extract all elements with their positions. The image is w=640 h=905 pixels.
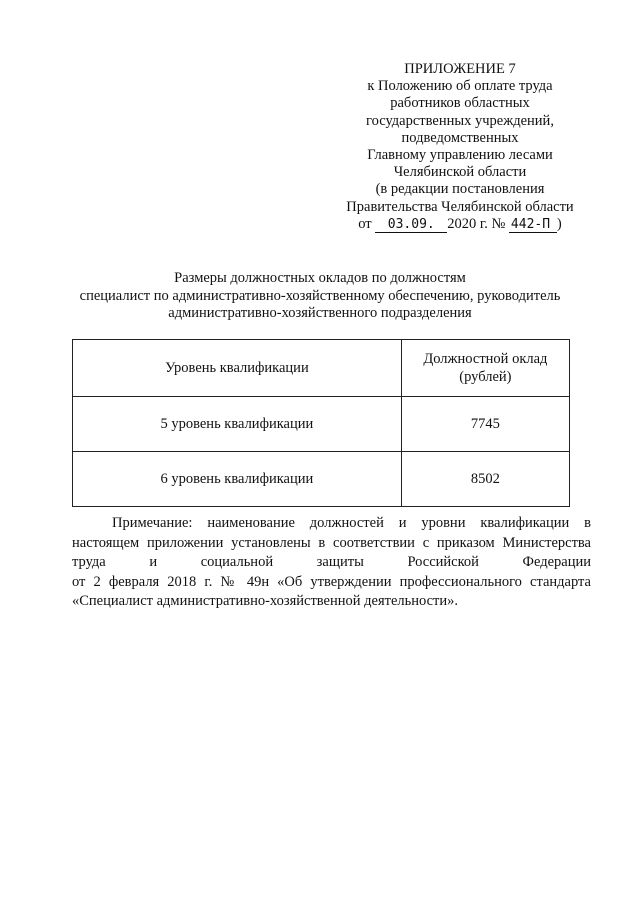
appendix-line: государственных учреждений, [366,112,554,129]
title-line: административно-хозяйственного подразделения [168,305,472,321]
header-salary [401,340,569,397]
qualification-level-cell: 6 уровень квалификации [73,452,402,507]
table-row [73,452,570,507]
header-qualification-level: Уровень квалификации [73,340,402,397]
appendix-line: (в редакции постановления [375,181,545,198]
appendix-title: ПРИЛОЖЕНИЕ 7 [404,61,516,77]
title-line: специалист по административно-хозяйственному обеспечению, руководитель [79,287,561,304]
appendix-line: Главному управлению лесами [367,147,553,164]
resolution-date-line [330,216,590,233]
appendix-line: Правительства Челябинской области [346,198,574,215]
handwritten-resolution-number: 442-П [509,218,557,233]
salary-cell: 7745 [401,397,569,452]
qualification-level-cell: 5 уровень квалификации [73,397,402,452]
title-line: Размеры должностных окладов по должностям [174,270,466,286]
note-paragraph [72,514,591,612]
date-prefix: от [358,215,372,232]
appendix-line: к Положению об оплате труда [367,78,553,95]
header-salary-label: Должностной оклад [423,351,548,367]
note-line: настоящем приложении установлены в соответствии с приказом Министерства [72,534,591,551]
appendix-line: Челябинской области [393,164,527,181]
appendix-line: подведомственных [401,129,519,146]
salary-cell: 8502 [401,452,569,507]
appendix-header [330,61,590,233]
appendix-line: работников областных [390,95,530,112]
closing-paren: ) [556,215,562,232]
note-line: Примечание: наименование должностей и уровни квалификации в [112,515,591,531]
header-salary-unit: (рублей) [459,369,512,385]
table-header-row [73,340,570,397]
note-line: от 2 февраля 2018 г. № 49н «Об утверждении профессионального стандарта [72,573,591,590]
note-line: труда и социальной защиты Российской Федерации [72,554,591,570]
salary-table [72,339,570,507]
document-title [40,270,600,323]
table-row [73,397,570,452]
date-suffix: 2020 г. № [447,215,506,232]
note-line: «Специалист административно-хозяйственной деятельности». [72,593,459,609]
handwritten-date: 03.09. [375,218,447,233]
